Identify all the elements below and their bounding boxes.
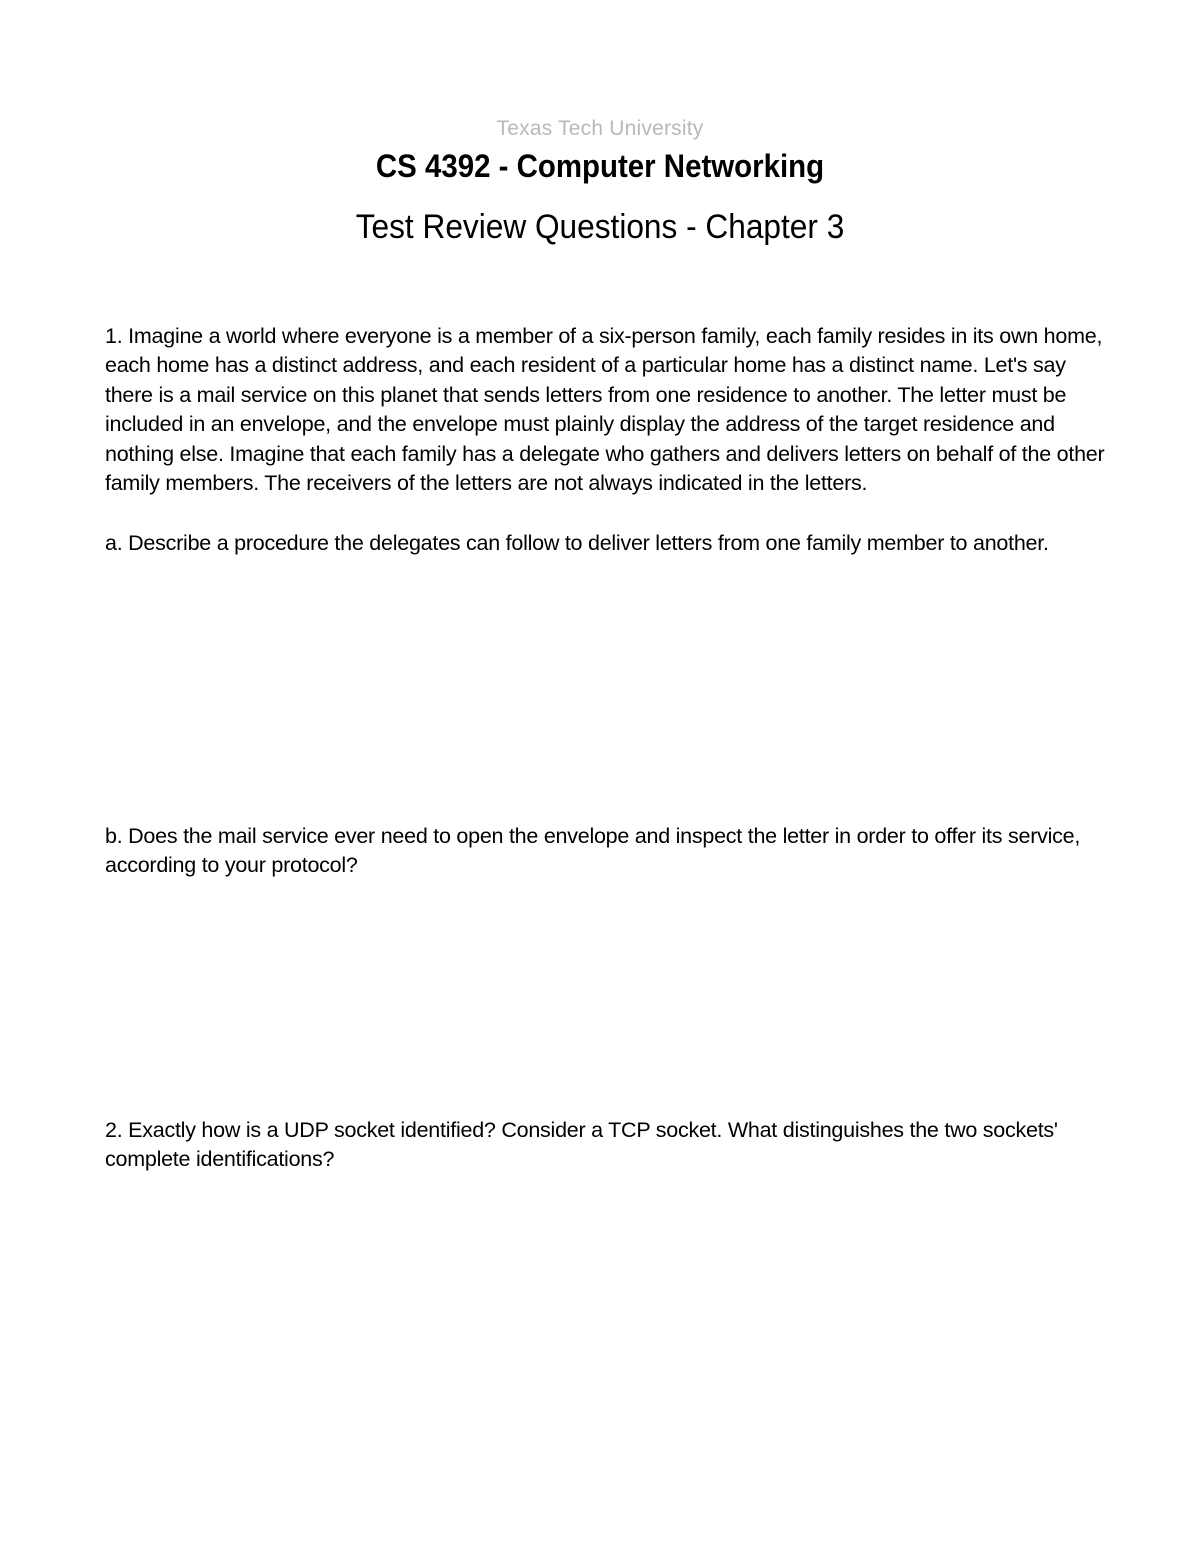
course-title: CS 4392 - Computer Networking <box>375 148 825 184</box>
document-title: Test Review Questions - Chapter 3 <box>355 208 845 246</box>
question-1-text: 1. Imagine a world where everyone is a member of a six-person family, each family resides in its own home, each home has a distinct address, and each resident of a particular home has a distinct name. Let's say there is a mail service on this planet that sends letters from one residence to another. The letter must be included in an envelope, and the envelope must plainly display the address of the target residence and nothing else. Imagine that each family has a delegate who gathers and delivers letters on behalf of the other family members. The receivers of the letters are not always indicated in the letters. <box>105 324 1105 496</box>
university-header: Texas Tech University <box>496 117 704 140</box>
question-1-part-b: b. Does the mail service ever need to open the envelope and inspect the letter in order to offer its service, according to your protocol? <box>105 824 1081 878</box>
question-1-part-a: a. Describe a procedure the delegates can follow to deliver letters from one family member to another. <box>105 531 1049 555</box>
question-2-text: 2. Exactly how is a UDP socket identified? Consider a TCP socket. What distinguishes the two sockets' complete identifications? <box>105 1118 1058 1172</box>
